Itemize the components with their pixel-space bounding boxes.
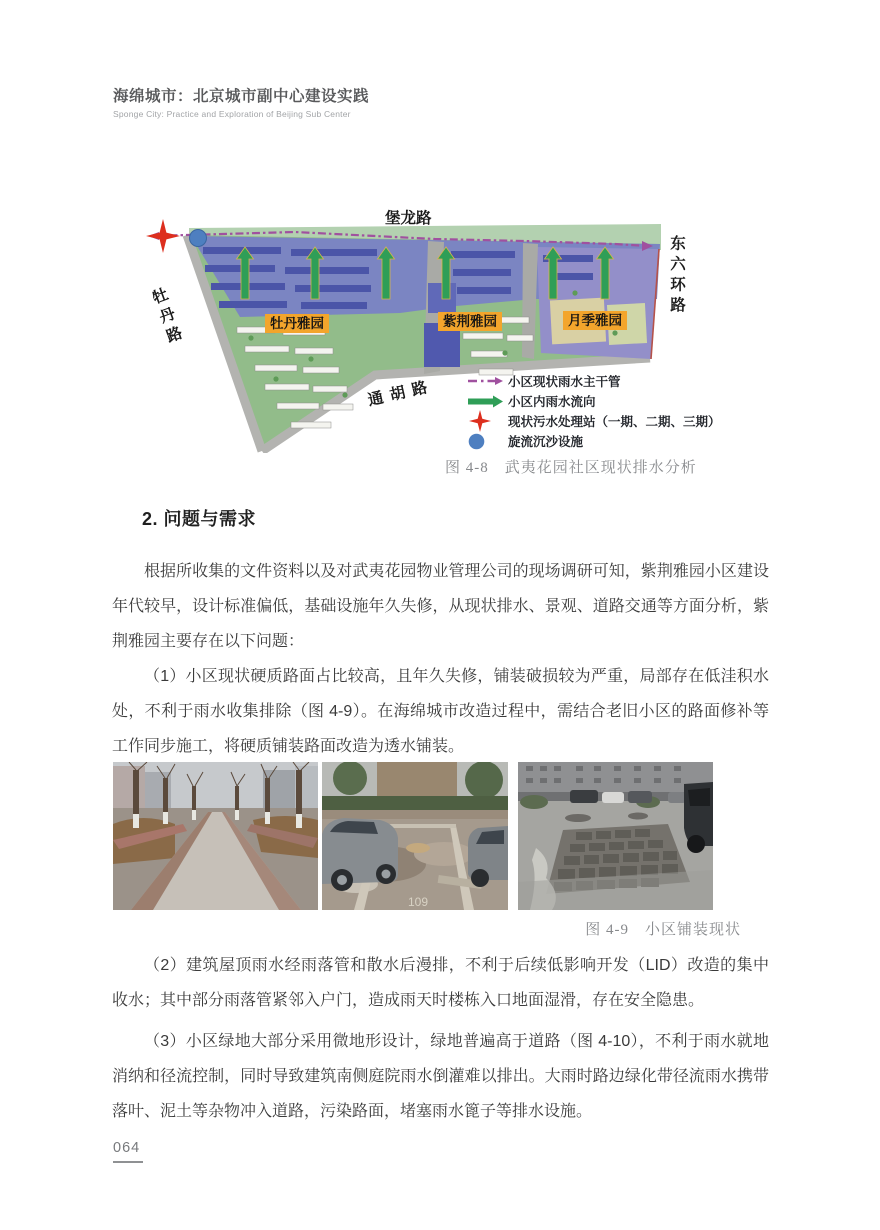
figure-4-9-caption: 图 4-9 小区铺装现状 — [585, 922, 741, 938]
figure-4-9-photos — [113, 762, 713, 910]
district-label-mudan: 牡丹雅园 — [265, 314, 329, 333]
road-label-dongliuhuan: 东六环路 — [668, 235, 685, 317]
sand-facility-icon — [190, 230, 207, 247]
body-text-block-1 — [112, 506, 769, 764]
legend-label: 小区内雨水流向 — [508, 395, 596, 409]
legend-row — [468, 371, 721, 391]
stall-number-mark: 109 — [407, 895, 429, 909]
body-text-block-2 — [112, 948, 769, 1129]
paragraph: （2）建筑屋顶雨水经雨落管和散水后漫排，不利于后续低影响开发（LID）改造的集中收水；其中部分雨落管紧邻入户门，造成雨天时楼栋入口地面湿滑，存在安全隐患。 — [112, 957, 769, 1009]
legend-label: 小区现状雨水主干管 — [508, 375, 621, 389]
figure-4-8 — [145, 203, 721, 495]
broken-road-photo — [518, 762, 713, 910]
section-heading: 2. 问题与需求 — [142, 509, 257, 529]
map-legend — [468, 371, 721, 451]
district-label-yueji: 月季雅园 — [563, 311, 627, 330]
rain-main-pipe-legend-icon — [468, 376, 508, 386]
walkway-photo — [113, 762, 318, 910]
legend-row — [468, 411, 721, 431]
sand-facility-legend-icon — [468, 433, 508, 450]
book-title-cn: 海绵城市：北京城市副中心建设实践 — [113, 88, 370, 105]
flow-arrow-legend-icon — [468, 395, 508, 408]
legend-label: 现状污水处理站（一期、二期、三期） — [508, 415, 721, 429]
sewage-station-icon — [146, 219, 180, 253]
page-number — [113, 1140, 143, 1163]
legend-row — [468, 391, 721, 411]
sewage-station-legend-icon — [468, 410, 508, 432]
paragraph: （1）小区现状硬质路面占比较高，且年久失修，铺装破损较为严重，局部存在低洼积水处，不利于雨水收集排除（图 4-9）。在海绵城市改造过程中，需结合老旧小区的路面修补等工作同步施工，将硬质铺装路面改造为透水铺装。 — [112, 668, 769, 755]
book-title-en: Sponge City: Practice and Exploration of Beijing Sub Center — [113, 109, 351, 119]
legend-row — [468, 431, 721, 451]
district-label-zijing: 紫荆雅园 — [438, 312, 502, 331]
road-label-tonghu: 通胡路 — [366, 377, 436, 410]
page-number-value: 064 — [113, 1140, 141, 1156]
car-left — [322, 818, 398, 891]
page-number-rule — [113, 1161, 143, 1163]
road-label-baolong: 堡龙路 — [385, 210, 432, 227]
parking-photo — [322, 762, 508, 910]
figure-4-8-caption: 图 4-8 武夷花园社区现状排水分析 — [445, 460, 697, 476]
paragraph: 根据所收集的文件资料以及对武夷花园物业管理公司的现场调研可知，紫荆雅园小区建设年代较早，设计标准偏低，基础设施年久失修，从现状排水、景观、道路交通等方面分析，紫荆雅园主要存在以下问题： — [112, 563, 769, 650]
legend-label: 旋流沉沙设施 — [508, 435, 584, 449]
paragraph: （3）小区绿地大部分采用微地形设计，绿地普遍高于道路（图 4-10），不利于雨水就地消纳和径流控制，同时导致建筑南侧庭院雨水倒灌难以排出。大雨时路边绿化带径流雨水携带落叶、泥土等杂物冲入道路，污染路面，堵塞雨水篦子等排水设施。 — [112, 1033, 769, 1120]
car-right — [468, 826, 508, 887]
running-head — [113, 84, 369, 119]
road-label-mudan: 牡丹路 — [147, 285, 185, 350]
